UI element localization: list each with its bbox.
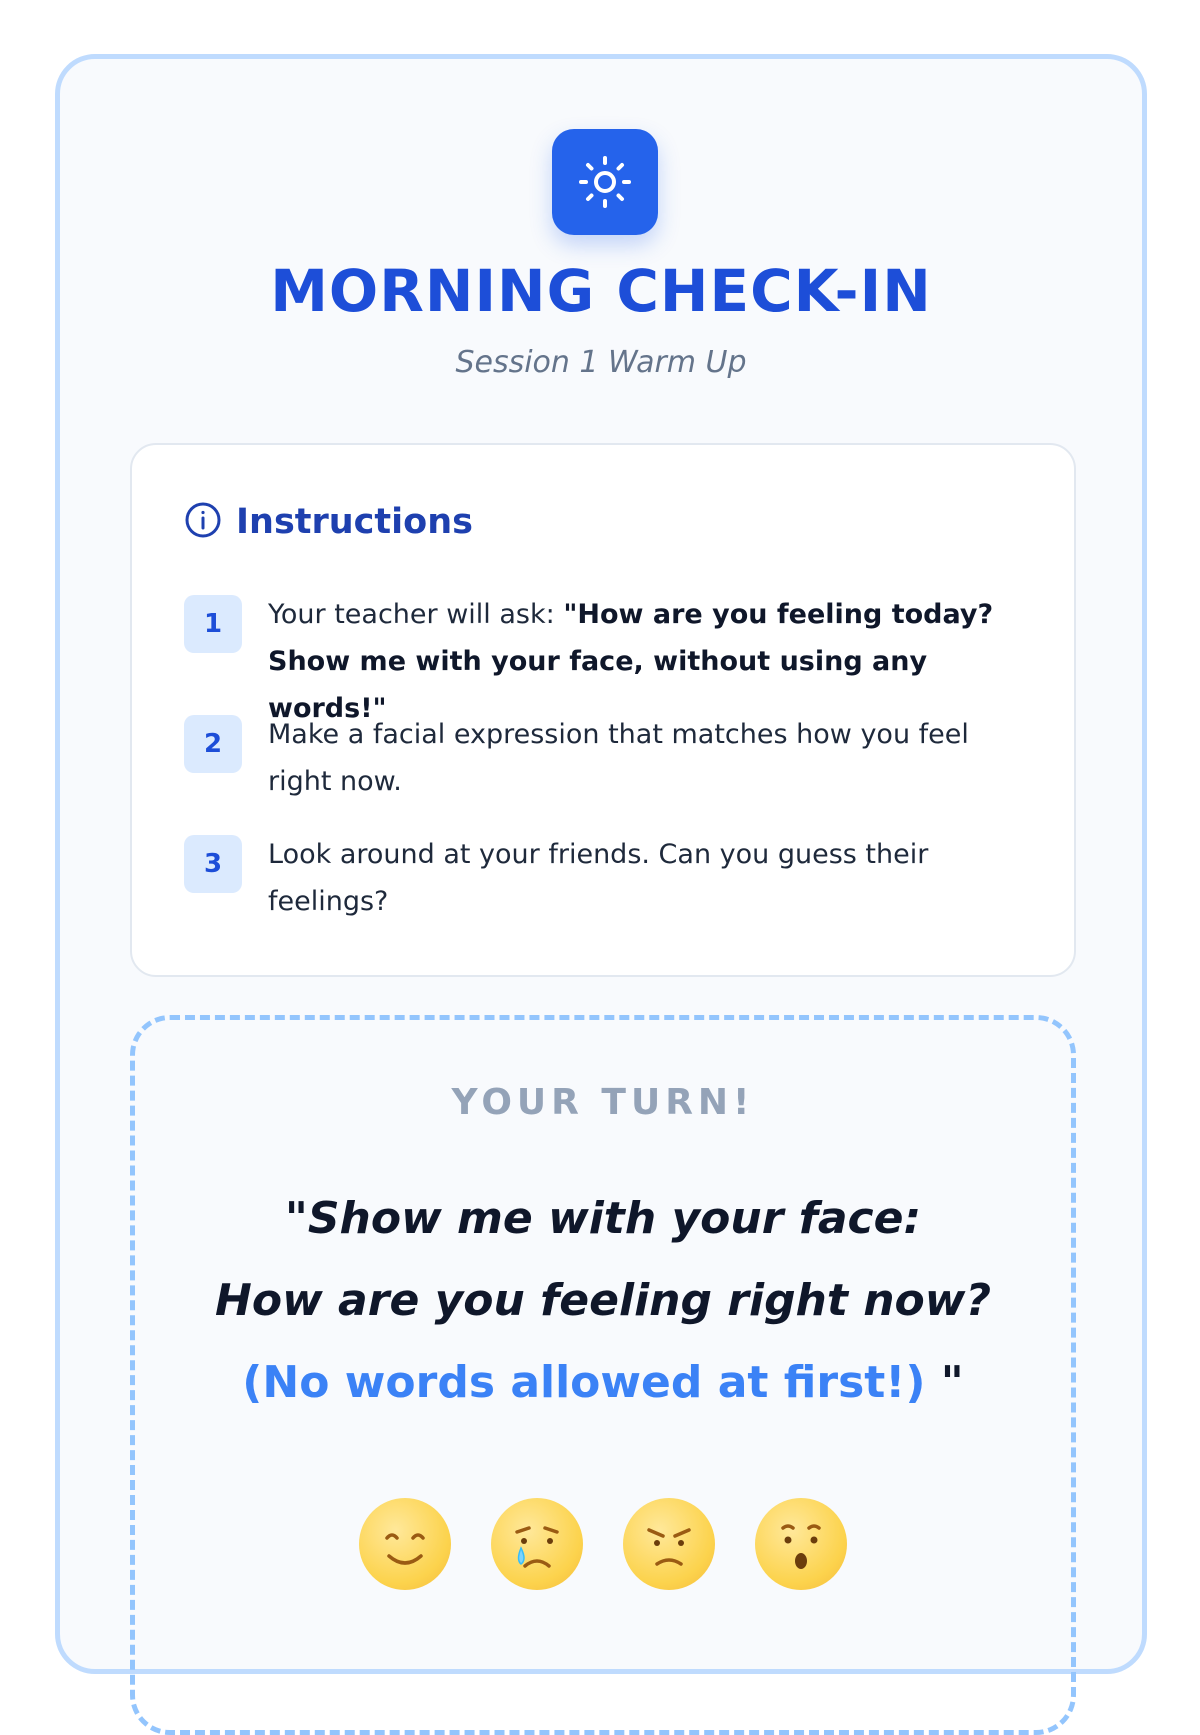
instruction-step	[184, 831, 1024, 925]
step-text	[268, 711, 1024, 805]
happy-face-icon[interactable]	[359, 1498, 451, 1590]
your-turn-label: YOUR TURN!	[451, 1082, 755, 1123]
instruction-step	[184, 711, 1024, 805]
step-text-plain: Look around at your friends. Can you guess their feelings?	[268, 839, 929, 917]
step-text-plain: Make a facial expression that matches how you feel right now.	[268, 719, 969, 797]
sun-icon	[552, 129, 658, 235]
page-subtitle: Session 1 Warm Up	[455, 345, 747, 380]
prompt-line-3	[135, 1342, 1071, 1424]
prompt-highlight: (No words allowed at first!)	[242, 1357, 926, 1408]
step-text-plain: Your teacher will ask:	[268, 599, 564, 630]
step-number: 1	[184, 595, 242, 653]
page-title: MORNING CHECK-IN	[270, 257, 932, 325]
instructions-title: Instructions	[236, 502, 473, 542]
instructions-panel	[130, 443, 1076, 977]
angry-face-icon[interactable]	[623, 1498, 715, 1590]
step-number: 2	[184, 715, 242, 773]
surprised-face-icon[interactable]	[755, 1498, 847, 1590]
prompt-line-1: "Show me with your face:	[284, 1193, 922, 1244]
step-text-bold: "How are you feeling today? Show me with your face, without using any words!"	[268, 599, 994, 724]
prompt-line-2: How are you feeling right now?	[215, 1275, 991, 1326]
your-turn-prompt	[135, 1178, 1071, 1424]
step-text	[268, 831, 1024, 925]
your-turn-panel	[130, 1015, 1076, 1735]
instructions-header	[184, 501, 473, 543]
emoji-row	[135, 1498, 1071, 1590]
info-icon	[184, 501, 222, 543]
checkin-card	[55, 54, 1147, 1674]
prompt-close-quote: "	[940, 1357, 964, 1408]
crying-face-icon[interactable]	[491, 1498, 583, 1590]
step-number: 3	[184, 835, 242, 893]
